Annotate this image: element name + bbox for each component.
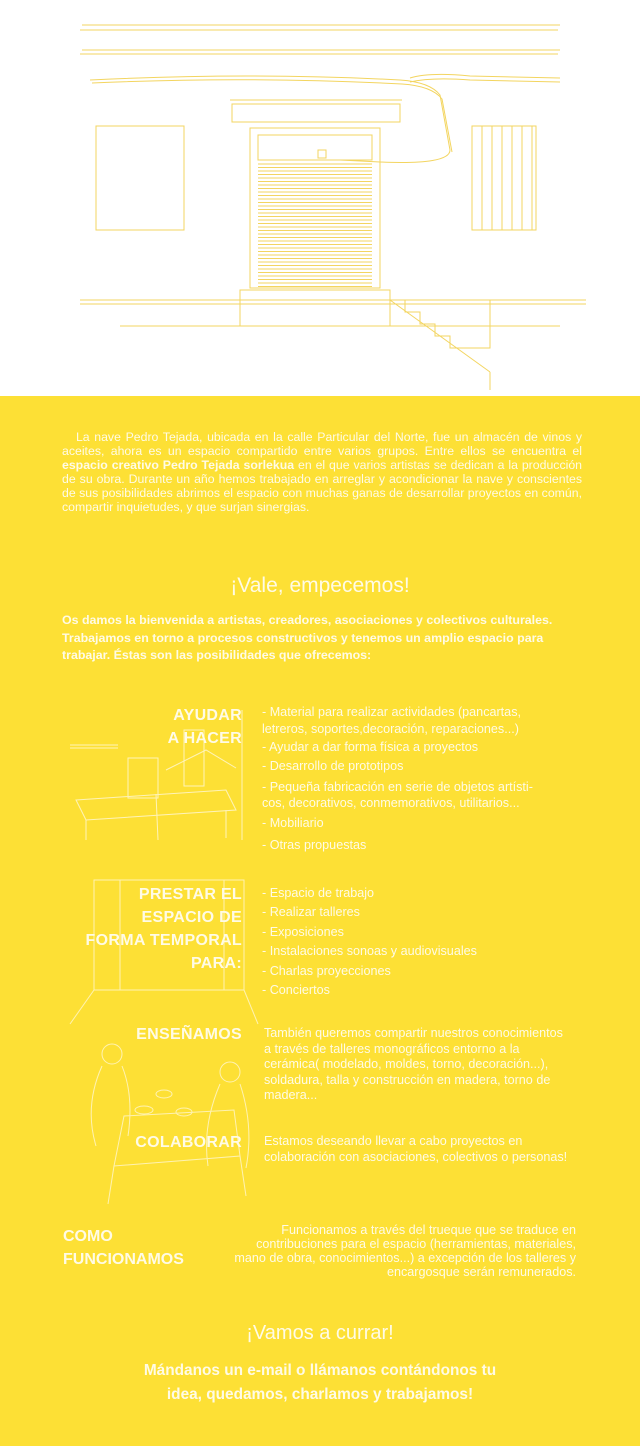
intro-part2: en el que varios artistas se dedican a la producción de su obra. Durante un año hemos trabajado en arreglar y acondicionar la nave y conscientes de sus posibilidades abrimos el espacio con muchas ganas de desarrollar proyectos en común, compartir inquietudes, y que surjan sinergias. xyxy=(62,457,582,514)
contact-line1: Mándanos un e-mail o llámanos contándonos tu xyxy=(143,1362,497,1379)
intro-part1: La nave Pedro Tejada, ubicada en la calle Particular del Norte, fue un almacén de vinos y aceites, ahora es un espacio compartido entre varios grupos. Entre ellos se encuentra el xyxy=(62,430,583,458)
contact-line2: idea, quedamos, charlamos y trabajamos! xyxy=(166,1386,474,1403)
building-facade-sketch xyxy=(0,0,640,396)
list-item: - Material para realizar actividades (pancartas, xyxy=(262,705,521,719)
list-item: - Desarrollo de prototipos xyxy=(262,759,404,773)
section-title-colaborar: COLABORAR xyxy=(135,1134,242,1151)
intro-highlight: espacio creativo Pedro Tejada sorlekua xyxy=(62,457,295,472)
list-item: - Espacio de trabajo xyxy=(262,886,375,900)
ayudar-title-line1: AYUDAR xyxy=(173,707,242,724)
como-text: Funcionamos a través del trueque que se traduce en contribuciones para el espacio (herramientas, materiales, mano de obra, conocimientos...) a excepción de los talleres y encargosque serán remunerados. xyxy=(234,1223,576,1279)
section-title-prestar xyxy=(40,883,242,975)
como-title-line2: FUNCIONAMOS xyxy=(63,1251,184,1268)
prestar-list xyxy=(262,884,592,1000)
intro-paragraph xyxy=(62,431,582,514)
list-item: - Ayudar a dar forma física a proyectos xyxy=(262,739,479,754)
colaborar-text: Estamos deseando llevar a cabo proyectos en colaboración con asociaciones, colectivos o personas! xyxy=(264,1134,568,1164)
headline-currar: ¡Vamos a currar! xyxy=(246,1322,394,1344)
ensenamos-text: También queremos compartir nuestros conocimientos a través de talleres monográficos entorno a la cerámica( modelado, moldes, torno, decoración...), soldadura, talla y construcción en madera, torno de madera... xyxy=(264,1026,563,1103)
list-item: - Mobiliario xyxy=(262,815,324,830)
prestar-title-line2: ESPACIO DE xyxy=(141,909,242,926)
list-item: cos, decorativos, conmemorativos, utilitarios... xyxy=(262,796,520,810)
headline-start: ¡Vale, empecemos! xyxy=(230,574,410,597)
section-title-ayudar xyxy=(100,704,242,750)
list-item: - Pequeña fabricación en serie de objetos artísti- xyxy=(262,780,533,795)
contact-text xyxy=(0,1359,640,1407)
welcome-paragraph: Os damos la bienvenida a artistas, creadores, asociaciones y colectivos culturales. Trabajamos en torno a procesos constructivos y tenemos un amplio espacio para trabajar. Éstas son las posibilidades que ofrecemos: xyxy=(62,613,553,662)
prestar-title-line4: PARA: xyxy=(191,955,242,972)
section-title-ensenamos: ENSEÑAMOS xyxy=(136,1026,242,1043)
list-item: - Otras propuestas xyxy=(262,838,367,852)
building-sketch-area xyxy=(0,0,640,396)
list-item: - Conciertos xyxy=(262,983,330,998)
list-item: letreros, soportes,decoración, reparaciones...) xyxy=(262,721,519,736)
prestar-title-line3: FORMA TEMPORAL xyxy=(85,932,242,949)
list-item: - Charlas proyecciones xyxy=(262,963,391,978)
prestar-title-line1: PRESTAR EL xyxy=(138,886,242,903)
people-table-sketch xyxy=(84,1036,264,1206)
section-title-como xyxy=(63,1225,184,1271)
list-item: - Instalaciones sonoas y audiovisuales xyxy=(262,944,477,959)
como-title-line1: COMO xyxy=(63,1228,113,1245)
list-item: - Realizar talleres xyxy=(262,905,360,920)
ayudar-title-line2: A HACER xyxy=(167,730,242,747)
ayudar-list xyxy=(262,705,592,855)
list-item: - Exposiciones xyxy=(262,924,344,939)
